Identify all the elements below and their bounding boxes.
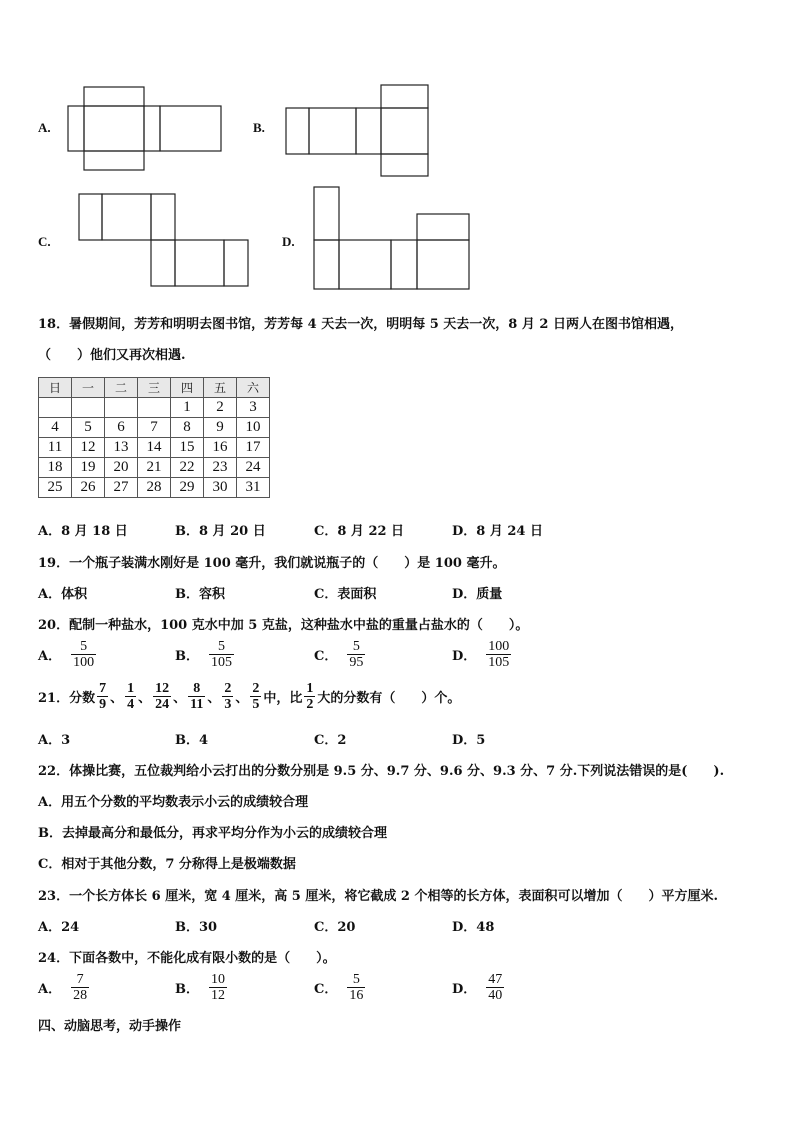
calendar-day: 31 bbox=[237, 478, 270, 498]
denominator: 16 bbox=[349, 988, 364, 1003]
option-label: D． bbox=[452, 982, 477, 997]
denominator: 95 bbox=[349, 655, 364, 670]
calendar-day: 3 bbox=[237, 398, 270, 418]
q21-option-b[interactable]: B．4 bbox=[175, 733, 209, 748]
q17-option-c-label[interactable]: C. bbox=[38, 234, 51, 249]
calendar-day: 30 bbox=[204, 478, 237, 498]
numerator: 12 bbox=[155, 681, 170, 696]
separator: 、 bbox=[207, 691, 221, 706]
q18-stem-line2: （ ）他们又再次相遇. bbox=[38, 348, 186, 363]
fraction bbox=[222, 681, 233, 712]
calendar-day: 14 bbox=[138, 438, 171, 458]
calendar-day bbox=[138, 398, 171, 418]
calendar-day: 4 bbox=[39, 418, 72, 438]
q18-option-a[interactable]: A．8 月 18 日 bbox=[38, 524, 128, 539]
calendar-header-cell: 三 bbox=[138, 378, 171, 398]
q24-option-c[interactable] bbox=[314, 972, 365, 1003]
q19-option-a[interactable]: A．体积 bbox=[38, 587, 88, 602]
fraction bbox=[347, 639, 365, 670]
calendar-day: 10 bbox=[237, 418, 270, 438]
numerator: 10 bbox=[211, 972, 225, 987]
denominator: 4 bbox=[127, 697, 135, 712]
calendar-day: 22 bbox=[171, 458, 204, 478]
fraction bbox=[250, 681, 261, 712]
separator: 、 bbox=[110, 691, 124, 706]
calendar-week-row bbox=[39, 458, 270, 478]
numerator: 5 bbox=[352, 972, 360, 987]
option-label: B． bbox=[175, 982, 199, 997]
option-label: A． bbox=[38, 649, 62, 664]
q20-option-a[interactable] bbox=[38, 639, 96, 670]
q22-stem: 22．体操比赛，五位裁判给小云打出的分数分别是 9.5 分、9.7 分、9.6 分、9.3 分、7 分.下列说法错误的是( ). bbox=[38, 764, 725, 779]
calendar-day: 9 bbox=[204, 418, 237, 438]
option-label: A． bbox=[38, 982, 62, 997]
denominator: 105 bbox=[211, 655, 232, 670]
calendar-header-cell: 四 bbox=[171, 378, 204, 398]
cube-net-d bbox=[314, 187, 469, 289]
cube-net-c bbox=[79, 194, 248, 286]
numerator: 2 bbox=[224, 681, 232, 696]
numerator: 5 bbox=[218, 639, 225, 654]
numerator: 2 bbox=[252, 681, 260, 696]
q23-stem: 23．一个长方体长 6 厘米，宽 4 厘米，高 5 厘米，将它截成 2 个相等的长方体，表面积可以增加（ ）平方厘米. bbox=[38, 889, 719, 904]
q22-option-c[interactable]: C．相对于其他分数，7 分称得上是极端数据 bbox=[38, 857, 296, 872]
q20-option-c[interactable] bbox=[314, 639, 365, 670]
separator: 、 bbox=[138, 691, 152, 706]
separator: 、 bbox=[173, 691, 187, 706]
numerator: 7 bbox=[99, 681, 107, 696]
calendar-week-row bbox=[39, 418, 270, 438]
calendar-day: 26 bbox=[72, 478, 105, 498]
calendar-day: 29 bbox=[171, 478, 204, 498]
q17-option-b-label[interactable]: B. bbox=[253, 120, 265, 135]
separator: 、 bbox=[235, 691, 249, 706]
cube-net-a bbox=[68, 87, 221, 170]
q17-option-d-label[interactable]: D. bbox=[282, 234, 295, 249]
q19-option-c[interactable]: C．表面积 bbox=[314, 587, 377, 602]
q18-option-b[interactable]: B．8 月 20 日 bbox=[175, 524, 266, 539]
q19-stem: 19．一个瓶子装满水刚好是 100 毫升，我们就说瓶子的（ ）是 100 毫升。 bbox=[38, 556, 506, 571]
denominator: 105 bbox=[488, 655, 510, 670]
calendar-header-row bbox=[39, 378, 270, 398]
calendar-day: 21 bbox=[138, 458, 171, 478]
reference-fraction bbox=[304, 681, 315, 712]
calendar-day: 24 bbox=[237, 458, 270, 478]
calendar-day: 7 bbox=[138, 418, 171, 438]
q20-option-d[interactable] bbox=[452, 639, 511, 670]
numerator: 5 bbox=[352, 639, 360, 654]
calendar-day: 19 bbox=[72, 458, 105, 478]
q23-option-c[interactable]: C．20 bbox=[314, 920, 356, 935]
calendar-header-cell: 六 bbox=[237, 378, 270, 398]
calendar-day: 15 bbox=[171, 438, 204, 458]
calendar-day: 8 bbox=[171, 418, 204, 438]
calendar-header-cell: 二 bbox=[105, 378, 138, 398]
fraction bbox=[71, 639, 96, 670]
denominator: 28 bbox=[73, 988, 88, 1003]
q17-option-a-label[interactable]: A. bbox=[38, 120, 51, 135]
fraction bbox=[209, 639, 234, 670]
fraction bbox=[347, 972, 365, 1003]
fraction bbox=[71, 972, 89, 1003]
calendar-day: 18 bbox=[39, 458, 72, 478]
denominator: 12 bbox=[211, 988, 225, 1003]
numerator: 7 bbox=[76, 972, 84, 987]
calendar-day: 13 bbox=[105, 438, 138, 458]
fraction bbox=[486, 639, 511, 670]
q24-option-d[interactable] bbox=[452, 972, 504, 1003]
q23-option-d[interactable]: D．48 bbox=[452, 920, 495, 935]
q21-suffix: 大的分数有（ ）个。 bbox=[317, 691, 461, 706]
q21-option-c[interactable]: C．2 bbox=[314, 733, 347, 748]
numerator: 1 bbox=[306, 681, 314, 696]
q22-option-a[interactable]: A．用五个分数的平均数表示小云的成绩较合理 bbox=[38, 795, 309, 810]
calendar-day: 11 bbox=[39, 438, 72, 458]
q23-option-a[interactable]: A．24 bbox=[38, 920, 80, 935]
q18-option-c[interactable]: C．8 月 22 日 bbox=[314, 524, 405, 539]
calendar-day: 23 bbox=[204, 458, 237, 478]
cube-net-diagrams bbox=[0, 0, 794, 300]
q24-option-a[interactable] bbox=[38, 972, 89, 1003]
q22-option-b[interactable]: B．去掉最高分和最低分，再求平均分作为小云的成绩较合理 bbox=[38, 826, 387, 841]
fraction bbox=[153, 681, 171, 712]
numerator: 1 bbox=[127, 681, 135, 696]
calendar-day bbox=[105, 398, 138, 418]
numerator: 5 bbox=[80, 639, 88, 654]
cube-net-b bbox=[286, 85, 428, 176]
denominator: 2 bbox=[306, 697, 314, 712]
option-label: C． bbox=[314, 649, 338, 664]
fraction bbox=[125, 681, 136, 712]
q24-option-b[interactable] bbox=[175, 972, 227, 1003]
calendar-header-cell: 五 bbox=[204, 378, 237, 398]
q18-stem-line1: 18．暑假期间，芳芳和明明去图书馆，芳芳每 4 天去一次，明明每 5 天去一次，8 月 2 日两人在图书馆相遇， bbox=[38, 317, 683, 332]
calendar-day: 5 bbox=[72, 418, 105, 438]
q21-option-a[interactable]: A．3 bbox=[38, 733, 71, 748]
q24-stem: 24．下面各数中，不能化成有限小数的是（ ）。 bbox=[38, 951, 336, 966]
option-label: D． bbox=[452, 649, 477, 664]
denominator: 3 bbox=[224, 697, 232, 712]
option-label: C． bbox=[314, 982, 338, 997]
denominator: 11 bbox=[190, 697, 204, 712]
option-label: B． bbox=[175, 649, 199, 664]
fraction bbox=[486, 972, 504, 1003]
q23-option-b[interactable]: B．30 bbox=[175, 920, 218, 935]
fraction bbox=[209, 972, 227, 1003]
calendar-day: 27 bbox=[105, 478, 138, 498]
calendar-day: 28 bbox=[138, 478, 171, 498]
numerator: 100 bbox=[488, 639, 510, 654]
q19-option-b[interactable]: B．容积 bbox=[175, 587, 225, 602]
denominator: 24 bbox=[155, 697, 170, 712]
calendar-header-cell: 一 bbox=[72, 378, 105, 398]
calendar-day bbox=[72, 398, 105, 418]
calendar-day: 12 bbox=[72, 438, 105, 458]
calendar-week-row bbox=[39, 478, 270, 498]
calendar-day: 16 bbox=[204, 438, 237, 458]
q19-option-d[interactable]: D．质量 bbox=[452, 587, 503, 602]
numerator: 8 bbox=[193, 681, 201, 696]
calendar-week-row bbox=[39, 398, 270, 418]
denominator: 100 bbox=[73, 655, 95, 670]
q21-stem bbox=[38, 681, 460, 712]
calendar-day bbox=[39, 398, 72, 418]
calendar-day: 20 bbox=[105, 458, 138, 478]
q21-middle: 中，比 bbox=[263, 691, 303, 706]
denominator: 9 bbox=[99, 697, 107, 712]
calendar-day: 6 bbox=[105, 418, 138, 438]
denominator: 5 bbox=[252, 697, 260, 712]
numerator: 47 bbox=[488, 972, 503, 987]
q20-option-b[interactable] bbox=[175, 639, 234, 670]
calendar-header-cell: 日 bbox=[39, 378, 72, 398]
q21-prefix: 21．分数 bbox=[38, 691, 96, 706]
fraction bbox=[97, 681, 108, 712]
calendar-day: 1 bbox=[171, 398, 204, 418]
calendar-day: 2 bbox=[204, 398, 237, 418]
calendar-day: 25 bbox=[39, 478, 72, 498]
q20-stem: 20．配制一种盐水，100 克水中加 5 克盐，这种盐水中盐的重量占盐水的（ ）。 bbox=[38, 618, 529, 633]
calendar-day: 17 bbox=[237, 438, 270, 458]
calendar-week-row bbox=[39, 438, 270, 458]
section-4-heading: 四、动脑思考，动手操作 bbox=[38, 1019, 182, 1034]
august-calendar bbox=[38, 377, 270, 498]
denominator: 40 bbox=[488, 988, 503, 1003]
fraction bbox=[188, 681, 205, 712]
q18-option-d[interactable]: D．8 月 24 日 bbox=[452, 524, 543, 539]
q21-option-d[interactable]: D．5 bbox=[452, 733, 486, 748]
